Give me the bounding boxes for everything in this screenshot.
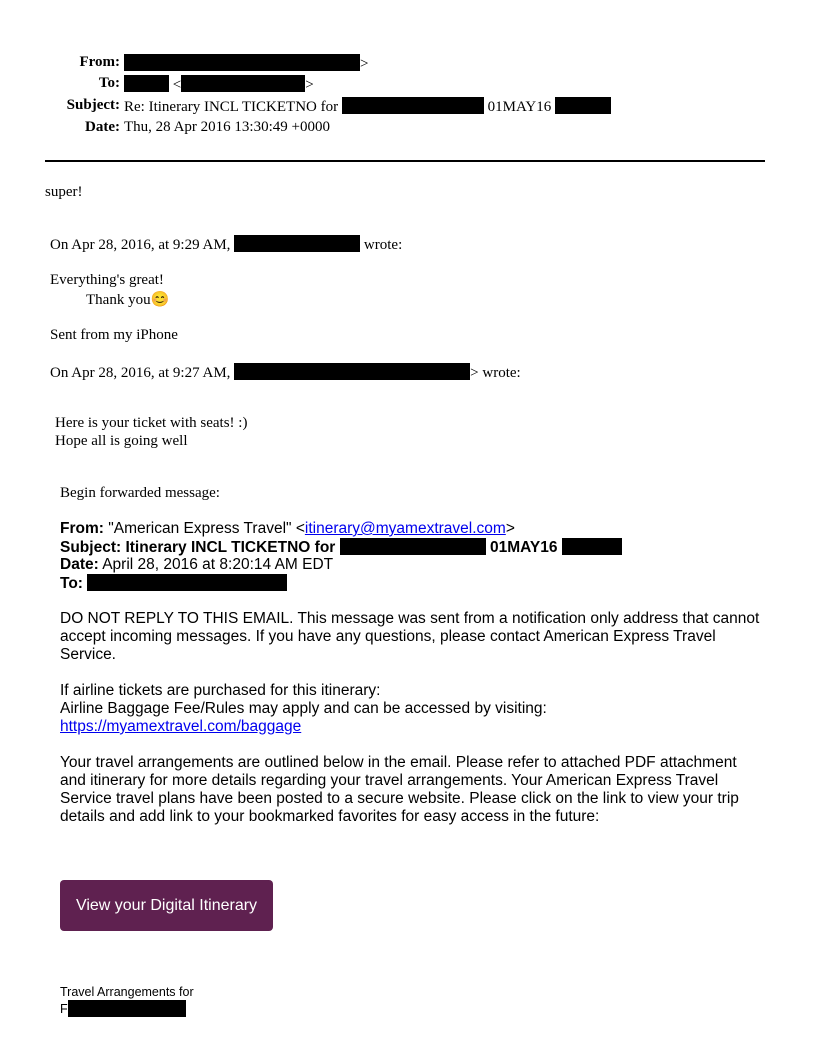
subject-date: 01MAY16: [487, 99, 552, 115]
fwd-from-label: From:: [60, 520, 104, 537]
fwd-subject-value: Itinerary INCL TICKETNO for: [125, 539, 336, 556]
view-digital-itinerary-button[interactable]: View your Digital Itinerary: [60, 880, 273, 931]
reply-text: super!: [45, 184, 83, 200]
date-value: Thu, 28 Apr 2016 13:30:49 +0000: [124, 119, 330, 135]
attribution-text: On Apr 28, 2016, at 9:27 AM,: [50, 365, 231, 381]
redaction: [562, 538, 622, 555]
fwd-date-value: April 28, 2016 at 8:20:14 AM EDT: [102, 556, 334, 573]
redaction: [340, 538, 486, 555]
from-label: From:: [79, 54, 120, 70]
from-suffix: >: [360, 56, 369, 72]
traveler-initial: F: [60, 1002, 68, 1016]
fwd-to-label: To:: [60, 575, 83, 592]
baggage-paragraph: [60, 682, 760, 736]
baggage-line: If airline tickets are purchased for this itinerary:: [60, 682, 381, 699]
date-label: Date:: [85, 119, 120, 135]
forwarded-heading: Begin forwarded message:: [60, 485, 220, 501]
fwd-date-label: Date:: [60, 556, 99, 573]
baggage-line: Airline Baggage Fee/Rules may apply and can be accessed by visiting:: [60, 700, 547, 717]
thank-you-text: Thank you: [86, 292, 151, 308]
fwd-from-close: >: [505, 520, 515, 537]
header-divider: [45, 160, 765, 162]
smiley-emoji-icon: 😊: [150, 292, 170, 308]
quote-attribution-1: [50, 235, 402, 254]
fwd-subject-label: Subject:: [60, 539, 122, 556]
redaction: [124, 75, 169, 92]
redaction: [181, 75, 305, 92]
to-mid: <: [172, 77, 182, 93]
redaction: [68, 1000, 186, 1017]
redaction: [234, 363, 470, 380]
attribution-suffix: wrote:: [363, 237, 403, 253]
to-suffix: >: [305, 77, 314, 93]
redaction: [234, 235, 360, 252]
to-label: To:: [98, 75, 120, 91]
fwd-to: [60, 574, 287, 593]
redaction: [555, 97, 611, 114]
baggage-link[interactable]: https://myamextravel.com/baggage: [60, 718, 302, 735]
attribution-suffix: > wrote:: [470, 365, 521, 381]
traveler-name: [60, 1000, 186, 1017]
quote-line: [86, 290, 169, 309]
travel-arrangements-label: Travel Arrangements for: [60, 985, 194, 999]
quote-line: Everything's great!: [50, 272, 164, 288]
subject-text: Re: Itinerary INCL TICKETNO for: [124, 99, 339, 115]
fwd-from-email-link[interactable]: itinerary@myamextravel.com: [304, 520, 506, 537]
arrangements-paragraph: Your travel arrangements are outlined below in the email. Please refer to attached PDF attachment and itinerary for more details regarding your travel arrangements. Your American Express Travel Service travel plans have been posted to a secure website. Please click on the link to view your trip details and add link to your bookmarked favorites for easy access in the future:: [60, 754, 739, 825]
email-header: [0, 54, 760, 144]
attribution-text: On Apr 28, 2016, at 9:29 AM,: [50, 237, 231, 253]
fwd-from: [60, 520, 515, 538]
quote-line: Here is your ticket with seats! :): [55, 415, 248, 431]
redaction: [87, 574, 287, 591]
quote-line: Hope all is going well: [55, 433, 188, 449]
subject-label: Subject:: [66, 97, 120, 113]
fwd-date: [60, 556, 333, 574]
quote-attribution-2: [50, 363, 521, 382]
fwd-subject: [60, 538, 622, 557]
fwd-subject-date: 01MAY16: [489, 539, 558, 556]
signature: Sent from my iPhone: [50, 327, 178, 343]
notice-paragraph: DO NOT REPLY TO THIS EMAIL. This message was sent from a notification only address that cannot accept incoming messages. If you have any questions, please contact American Express Travel Service.: [60, 610, 760, 663]
redaction: [124, 54, 360, 71]
fwd-from-name: "American Express Travel" <: [108, 520, 305, 537]
redaction: [342, 97, 484, 114]
